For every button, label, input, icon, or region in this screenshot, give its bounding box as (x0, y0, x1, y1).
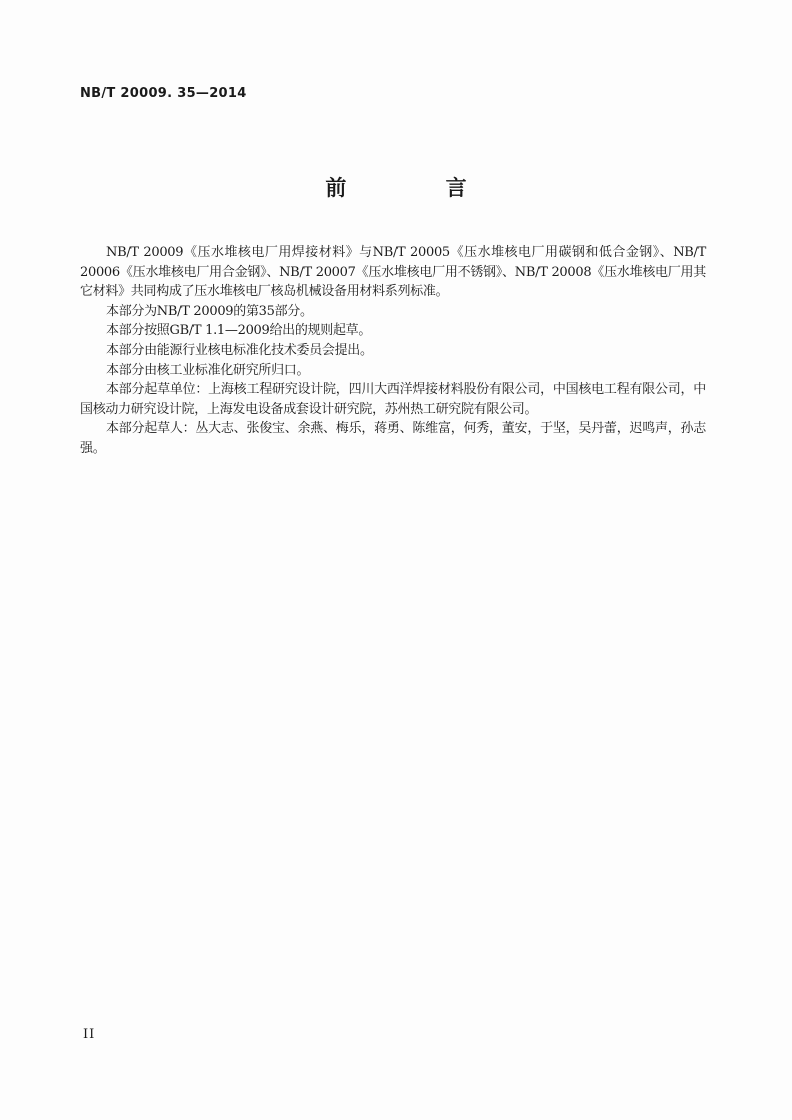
page-number: II (83, 1027, 96, 1042)
paragraph-series-description: NB/T 20009《压水堆核电厂用焊接材料》与NB/T 20005《压水堆核电厂用碳钢和低合金钢》、NB/T 20006《压水堆核电厂用合金钢》、NB/T 20007《压水堆核电厂用不锈钢》、NB/T 20008《压水堆核电厂用其它材料》共同构成了压水堆核电厂核岛机械设备用材料系列标准。 (80, 245, 706, 300)
paragraph-drafting-rules: 本部分按照GB/T 1.1—2009给出的规则起草。 (106, 323, 372, 339)
paragraph-drafters: 本部分起草人：丛大志、张俊宝、余燕、梅乐，蒋勇、陈维富，何秀，董安，于坚，吴丹蕾，迟鸣声，孙志强。 (80, 421, 706, 456)
paragraph-proposed-by: 本部分由能源行业核电标准化技术委员会提出。 (106, 342, 373, 358)
paragraph-managed-by: 本部分由核工业标准化研究所归口。 (106, 362, 310, 378)
paragraph-part-number: 本部分为NB/T 20009的第35部分。 (106, 303, 313, 319)
paragraph-drafting-units: 本部分起草单位：上海核工程研究设计院，四川大西洋焊接材料股份有限公司，中国核电工程有限公司，中国核动力研究设计院，上海发电设备成套设计研究院，苏州热工研究院有限公司。 (80, 382, 706, 417)
foreword-body (80, 243, 706, 459)
standard-number: NB/T 20009. 35—2014 (80, 86, 247, 101)
page-title: 前 言 (325, 176, 513, 200)
